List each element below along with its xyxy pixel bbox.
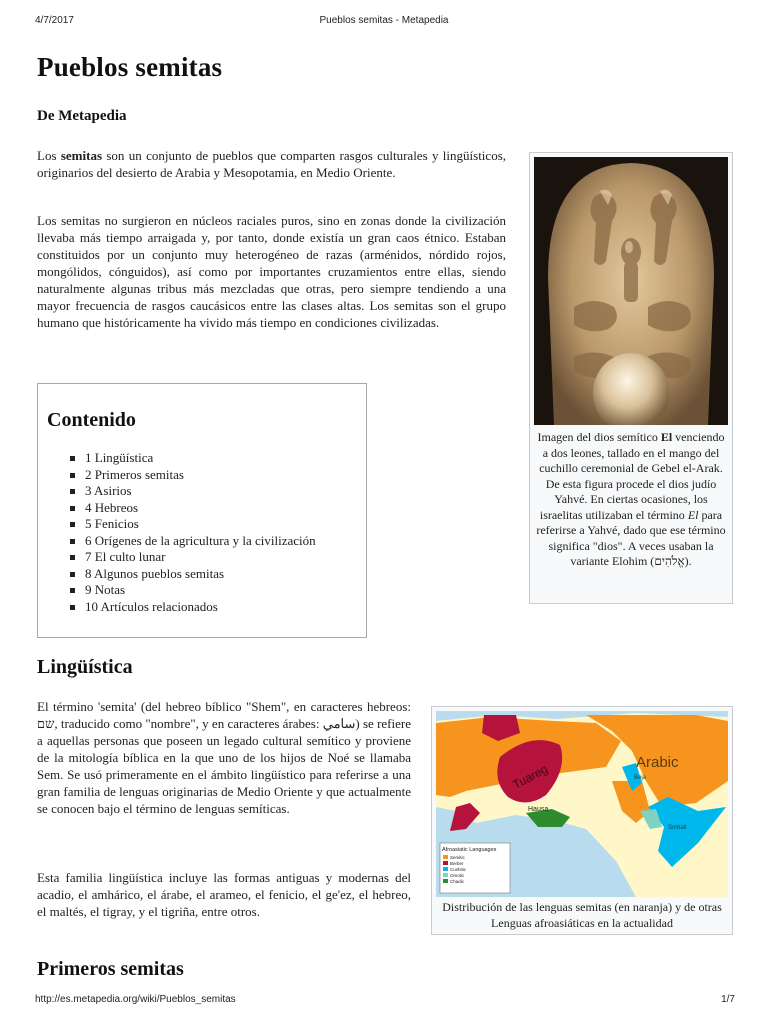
site-subtitle: De Metapedia — [37, 108, 127, 124]
map-label-hausa: Hausa — [528, 806, 549, 813]
legend-label: Omotic — [450, 873, 465, 878]
toc-item[interactable]: 7 El culto lunar — [70, 549, 316, 566]
print-url: http://es.metapedia.org/wiki/Pueblos_semitas — [35, 994, 236, 1005]
print-page-title: Pueblos semitas - Metapedia — [319, 15, 449, 26]
legend-swatch — [443, 867, 448, 871]
toc-title: Contenido — [47, 409, 136, 431]
toc-item[interactable]: 6 Orígenes de la agricultura y la civilización — [70, 533, 316, 550]
print-footer — [0, 994, 768, 1008]
legend-swatch — [443, 879, 448, 883]
toc-item[interactable]: 3 Asirios — [70, 483, 316, 500]
print-header — [0, 15, 768, 29]
map-legend — [440, 843, 510, 893]
caption-god-name: El — [660, 430, 673, 444]
legend-swatch — [443, 861, 448, 865]
map-label-tuareg: Tuareg — [510, 761, 551, 792]
language-map-image[interactable] — [436, 711, 728, 897]
toc-item[interactable]: 4 Hebreos — [70, 500, 316, 517]
figure-language-map — [431, 706, 733, 935]
figure1-caption — [534, 430, 728, 570]
intro-rest: son un conjunto de pueblos que comparten rasgos culturales y lingüísticos, originarios del desierto de Arabia y Mesopotamia, en Medio Oriente. — [37, 148, 506, 180]
print-page-number: 1/7 — [721, 994, 735, 1005]
page-title: Pueblos semitas — [37, 52, 223, 82]
intro-prefix: Los — [37, 148, 61, 163]
map-label-beja: Beja — [634, 775, 647, 781]
intro-bold-term: semitas — [60, 148, 103, 163]
legend-swatch — [443, 873, 448, 877]
legend-label: Cushitic — [450, 867, 467, 872]
legend-swatch — [443, 855, 448, 859]
figure2-caption: Distribución de las lenguas semitas (en naranja) y de otras Lenguas afroasiáticas en la actualidad — [442, 900, 722, 930]
map-label-somali: Somali — [668, 825, 687, 831]
figure-knife-handle — [529, 152, 733, 604]
legend-label: Chadic — [450, 879, 465, 884]
caption-part: Imagen del dios semítico — [537, 430, 661, 444]
origin-paragraph: Los semitas no surgieron en núcleos raciales puros, sino en zonas donde la civilización llevaba más tiempo arraigada y, por tanto, donde existía un gran caos étnico. Estaban constituidos por un conjunto muy heterogéneo de razas (arménidos, nórdido rojos, mongólidos, cónguidos), así como por importantes cruzamientos entre ellas, siendo naturalmente algunas tribus más mezcladas que otras, pero siempre tendiendo a una mayor frecuencia de rasgos caucásicos entre las clases altas. Los semitas son el grupo humano que históricamente ha vivido más tiempo en condiciones civilizadas. — [37, 213, 506, 330]
toc-item[interactable]: 9 Notas — [70, 582, 316, 599]
caption-part: para referirse a Yahvé, dado que ese término significa "dios". A veces usaban la variante Elohim (אֱלֹהִים). — [536, 507, 726, 568]
print-date: 4/7/2017 — [35, 15, 74, 26]
table-of-contents — [37, 383, 367, 638]
legend-label: Semitic — [450, 855, 465, 860]
afroasiatic-map — [436, 711, 728, 897]
caption-part: venciendo a dos leones, tallado en el mango del cuchillo ceremonial de Gebel el-Arak. De esta figura procede el dios judío Yahvé. En ciertas ocasiones, los israelitas utilizaban el término — [539, 430, 725, 522]
section-heading-linguistica: Lingüística — [37, 656, 133, 678]
toc-list — [70, 450, 316, 615]
section-heading-primeros-semitas: Primeros semitas — [37, 958, 184, 980]
legend-label: Berber — [450, 861, 464, 866]
legend-title: Afroasiatic Languages — [442, 847, 497, 853]
intro-paragraph — [37, 147, 506, 181]
toc-item[interactable]: 5 Fenicios — [70, 516, 316, 533]
toc-item[interactable]: 2 Primeros semitas — [70, 467, 316, 484]
knife-handle-illustration — [534, 157, 728, 425]
linguistica-paragraph: El término 'semita' (del hebreo bíblico "Shem", en caracteres hebreos: שם, traducido como "nombre", y en caracteres árabes: سامي) se refiere a aquellas personas que poseen un legado cultural semítico y proviene de la mitología bíblica en la que uno de los hijos de Noé se llamaba Sem. Se usó primeramente en el ámbito lingüístico para referirse a una gran familia de lenguas originarias de Medio Oriente y que actualmente se conocen bajo el término de lenguas semíticas. — [37, 699, 411, 816]
caption-term: El — [687, 507, 699, 522]
knife-handle-image[interactable] — [534, 157, 728, 425]
linguistica-paragraph-2: Esta familia lingüística incluye las formas antiguas y modernas del acadio, el amhárico, el árabe, el arameo, el fenicio, el ge'ez, el hebreo, el maltés, el tigray, y el tigriña, entre otros. — [37, 870, 411, 919]
toc-item[interactable]: 8 Algunos pueblos semitas — [70, 566, 316, 583]
map-label-arabic: Arabic — [636, 754, 679, 771]
toc-item[interactable]: 10 Artículos relacionados — [70, 599, 316, 616]
toc-item[interactable]: 1 Lingüística — [70, 450, 316, 467]
